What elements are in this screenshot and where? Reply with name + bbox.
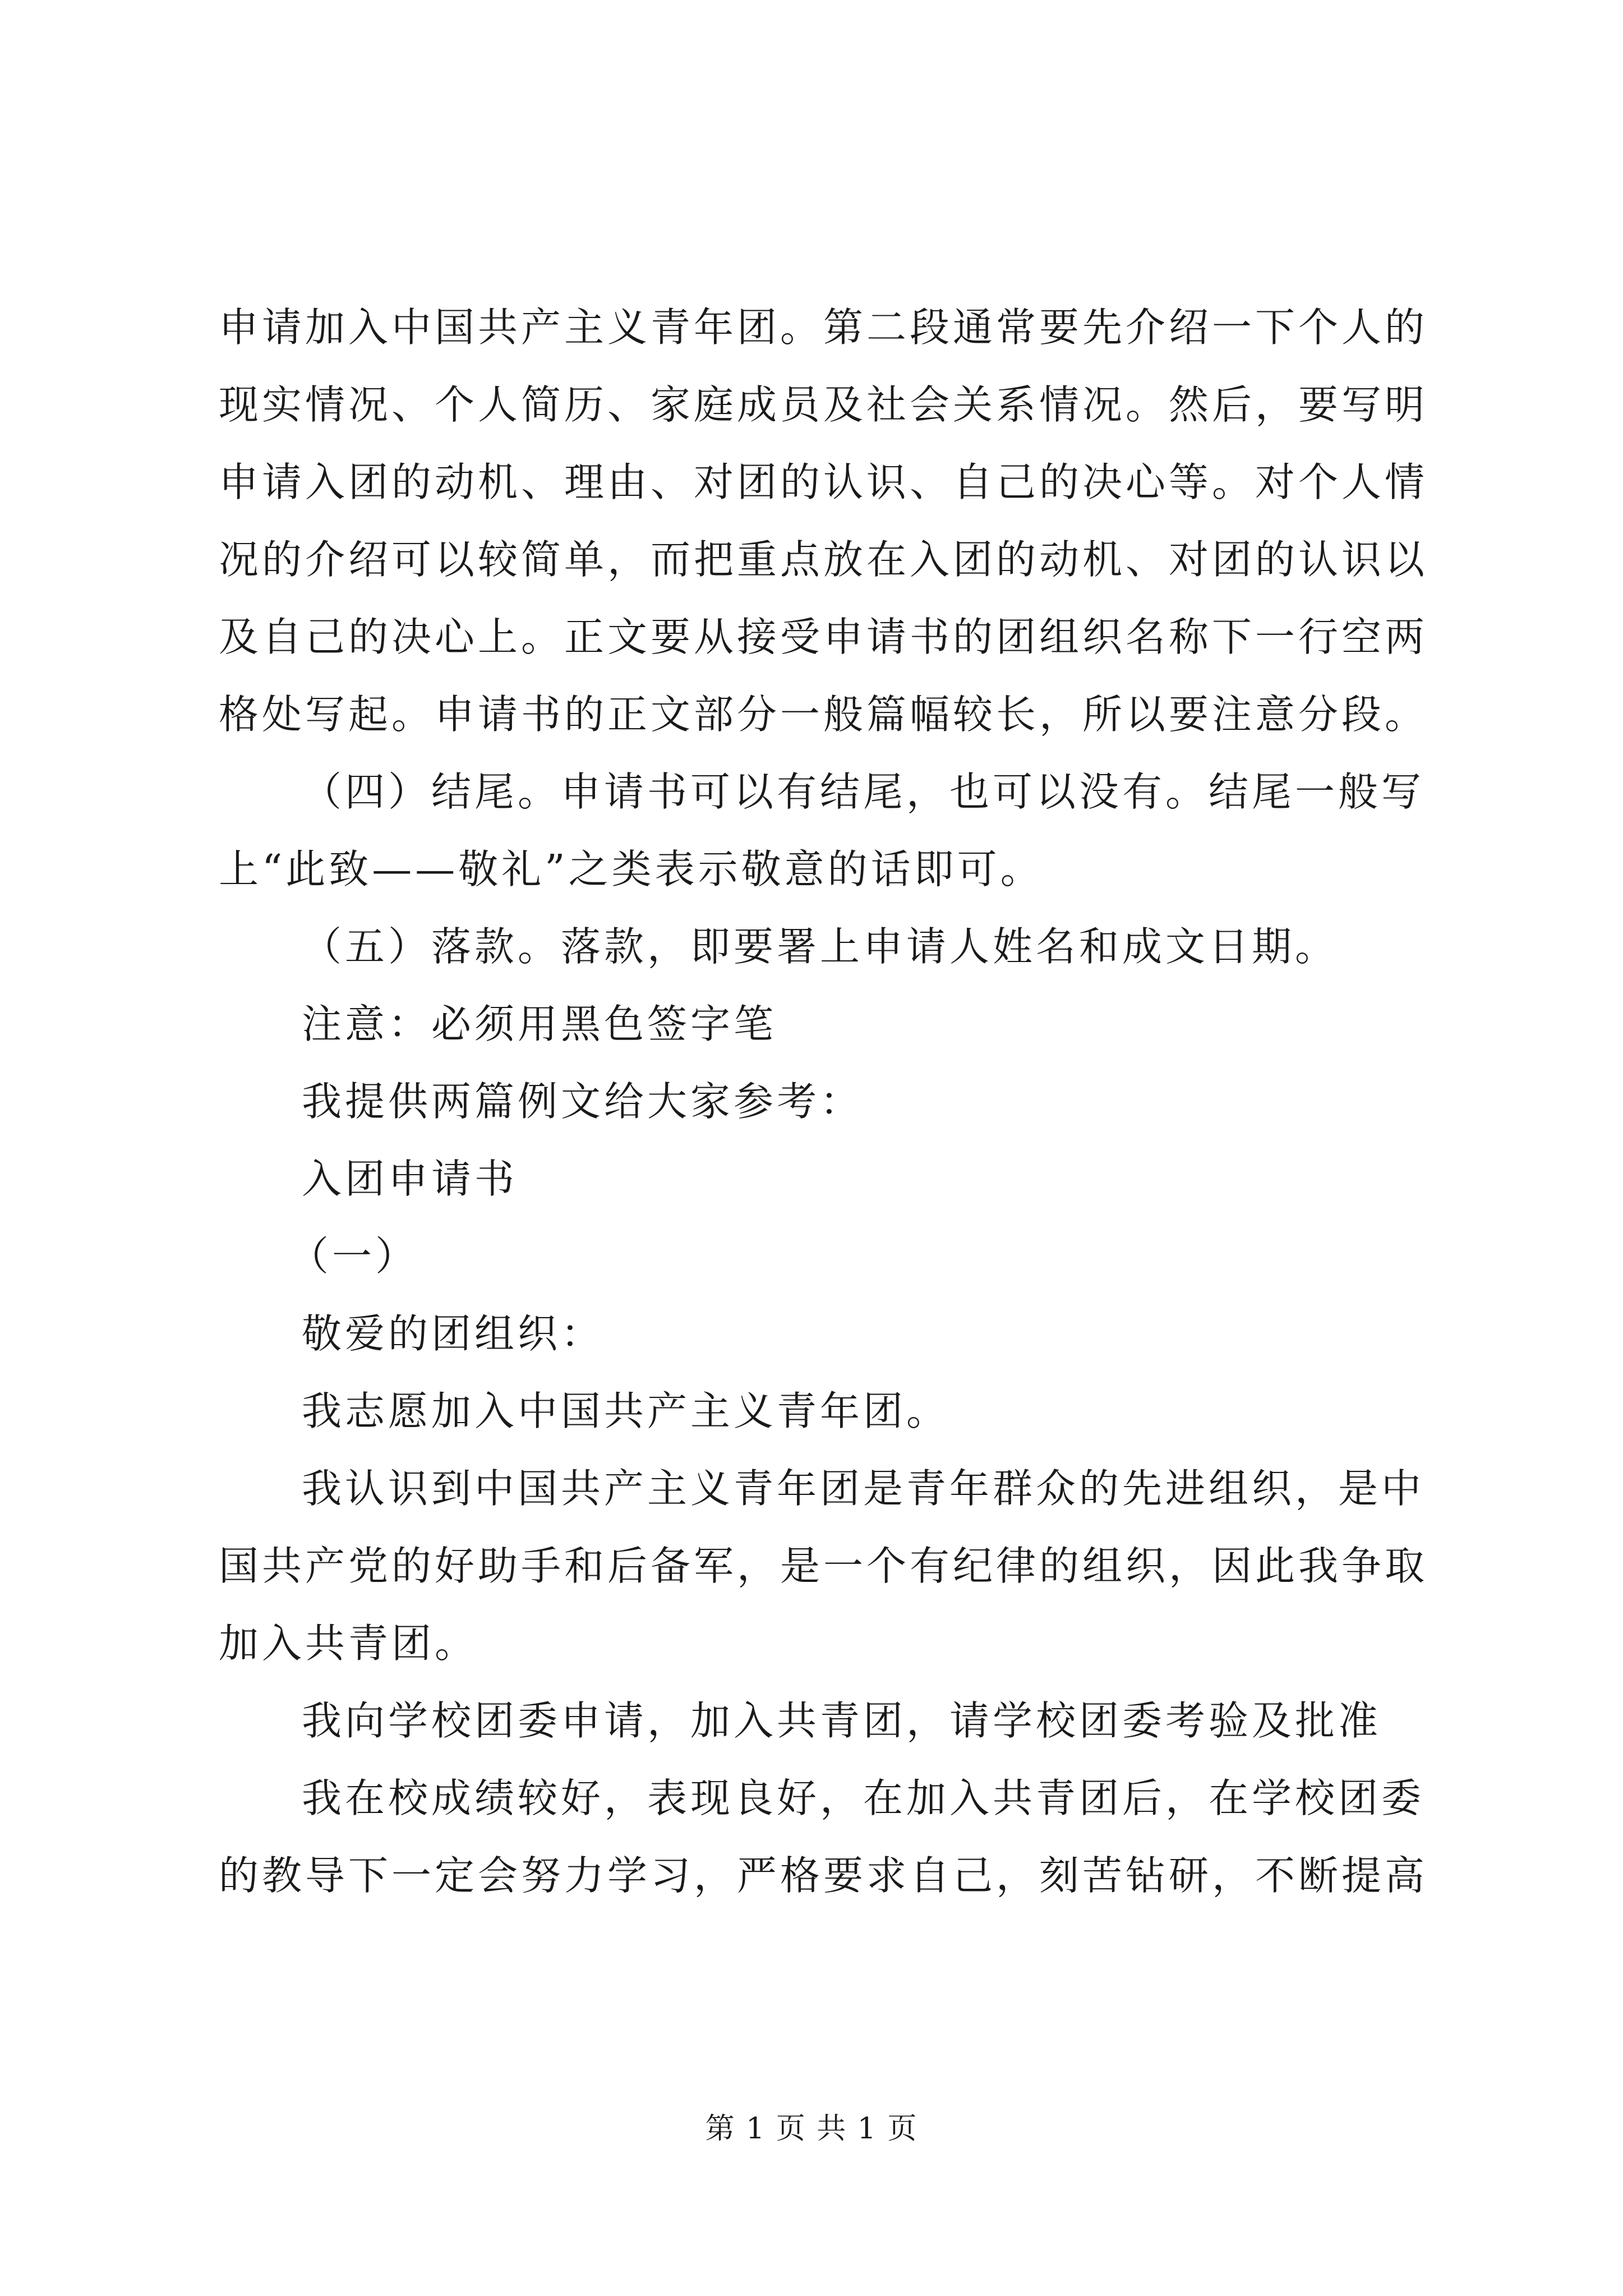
- body-line-1: 申请加入中国共产主义青年团。第二段通常要先介绍一下个人的: [219, 304, 1428, 351]
- body-line-5: 及自己的决心上。正文要从接受申请书的团组织名称下一行空两: [219, 614, 1428, 660]
- body-line-8: 上“此致——敬礼”之类表示敬意的话即可。: [219, 846, 1044, 892]
- page-footer: 第 1 页 共 1 页: [705, 2112, 918, 2146]
- body-line-2: 现实情况、个人简历、家庭成员及社会关系情况。然后，要写明: [219, 381, 1428, 428]
- document-body: [219, 289, 1428, 1915]
- body-line-19: 我向学校团委申请，加入共青团，请学校团委考验及批准: [302, 1697, 1382, 1744]
- body-line-15: 我志愿加入中国共产主义青年团。: [302, 1388, 950, 1434]
- body-line-17: 国共产党的好助手和后备军，是一个有纪律的组织，因此我争取: [219, 1543, 1428, 1589]
- body-line-9: （五）落款。落款，即要署上申请人姓名和成文日期。: [302, 923, 1339, 970]
- body-line-7: （四）结尾。申请书可以有结尾，也可以没有。结尾一般写: [302, 769, 1425, 815]
- body-line-20: 我在校成绩较好，表现良好，在加入共青团后，在学校团委: [302, 1775, 1425, 1821]
- body-line-14: 敬爱的团组织：: [302, 1310, 605, 1357]
- body-line-16: 我认识到中国共产主义青年团是青年群众的先进组织，是中: [302, 1465, 1425, 1512]
- body-line-10: 注意：必须用黑色签字笔: [302, 1001, 777, 1047]
- body-line-13: （一）: [289, 1233, 419, 1280]
- body-line-3: 申请入团的动机、理由、对团的认识、自己的决心等。对个人情: [219, 459, 1428, 505]
- body-line-4: 况的介绍可以较简单，而把重点放在入团的动机、对团的认识以: [219, 536, 1428, 583]
- body-line-6: 格处写起。申请书的正文部分一般篇幅较长，所以要注意分段。: [219, 691, 1428, 738]
- body-line-18: 加入共青团。: [219, 1620, 478, 1667]
- body-line-21: 的教导下一定会努力学习，严格要求自己，刻苦钻研，不断提高: [219, 1852, 1428, 1899]
- body-line-11: 我提供两篇例文给大家参考：: [302, 1078, 864, 1125]
- body-line-12: 入团申请书: [302, 1156, 518, 1202]
